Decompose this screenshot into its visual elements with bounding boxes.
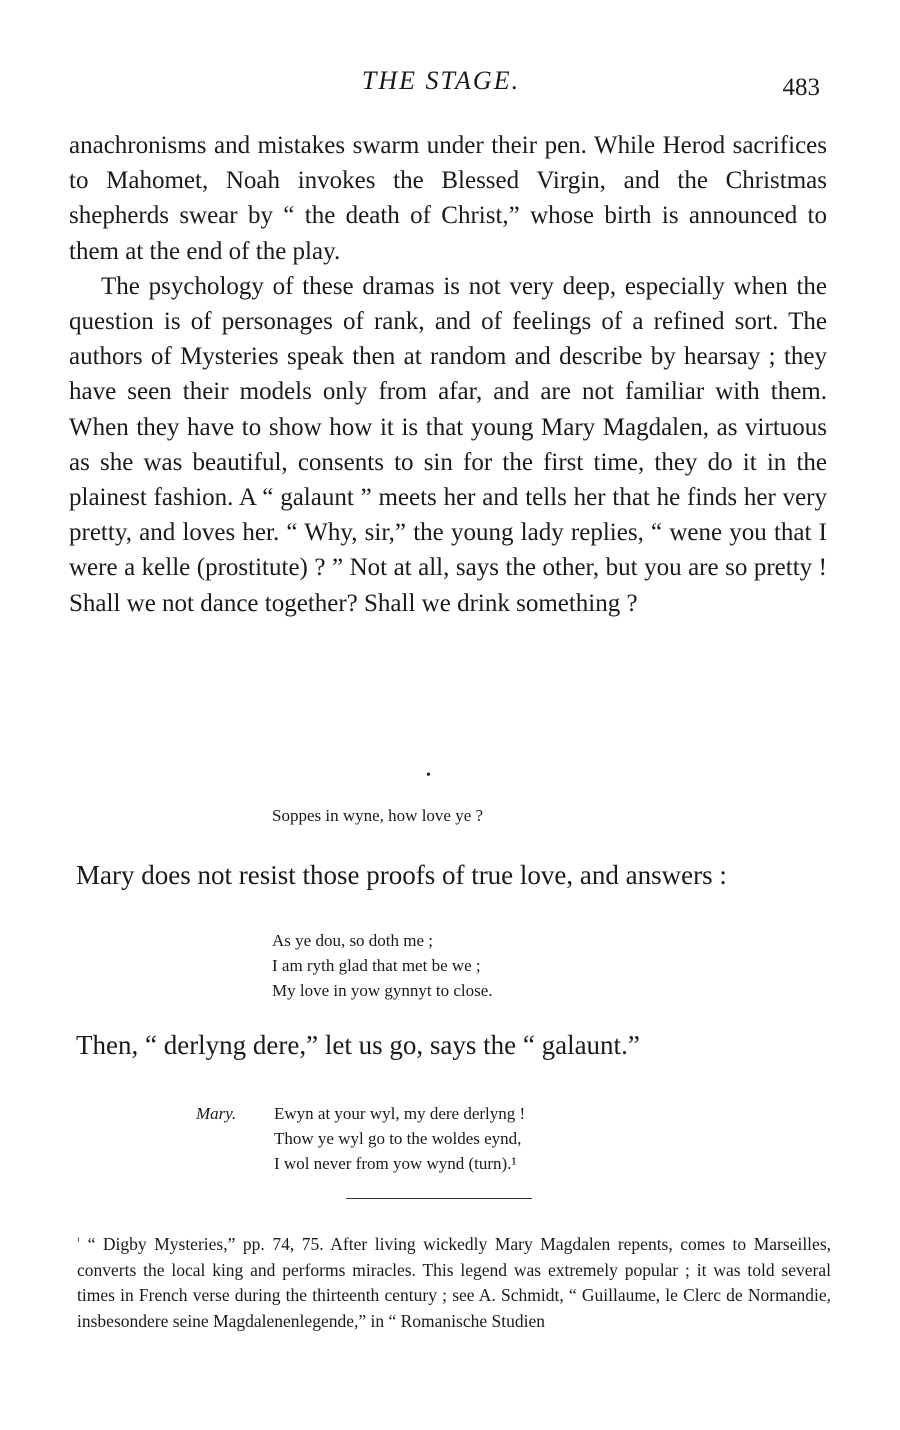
paragraph-psychology: The psychology of these dramas is not very deep, especially when the question is of personages of rank, and of feelings of a refined sort. The authors of Mysteries speak then at random and describe by hearsay ; they have seen their models only from afar, and are not familiar with them. When they have to show how it is that young Mary Magdalen, as virtuous as she was beautiful, consents to sin for the first time, they do it in the plainest fashion. A “ galaunt ” meets her and tells her that he finds her very pretty, and loves her. “ Why, sir,” the young lady replies, “ wene you that I were a kelle (prostitute) ? ” Not at all, says the other, but you are so pretty ! Shall we not dance together? Shall we drink something ?	[69, 272, 827, 617]
footnote	[77, 1229, 831, 1334]
verse-line: I am ryth glad that met be we ;	[272, 956, 481, 975]
verse-quotation-3	[196, 1101, 525, 1176]
prose-line-galaunt: Then, “ derlyng dere,” let us go, says the “ galaunt.”	[76, 1030, 640, 1060]
verse-line: I wol never from yow wynd (turn).¹	[274, 1154, 517, 1173]
verse-quotation-1	[272, 803, 483, 828]
verse-line-text: Ewyn at your wyl, my dere derlyng !	[274, 1104, 526, 1123]
verse-line	[196, 1101, 525, 1126]
paragraph-continued: anachronisms and mistakes swarm under their pen. While Herod sacrifices to Mahomet, Noah invokes the Blessed Virgin, and the Christmas shepherds swear by “ the death of Christ,” whose birth is announced to them at the end of the play.	[69, 132, 827, 265]
running-head	[0, 66, 900, 106]
verse-line: Soppes in wyne, how love ye ?	[272, 806, 484, 825]
stray-mark: •	[426, 768, 431, 783]
prose-line-answer: Mary does not resist those proofs of true love, and answers :	[76, 860, 727, 890]
verse-line: Thow ye wyl go to the woldes eynd,	[274, 1129, 522, 1148]
verse-quotation-2	[272, 928, 493, 1003]
footnote-text: “ Digby Mysteries,” pp. 74, 75. After living wickedly Mary Magdalen repents, comes to Marseilles, converts the local king and performs miracles. This legend was extremely popular ; it was told several times in French verse during the thirteenth century ; see A. Schmidt, “ Guillaume, le Clerc de Normandie, insbesondere seine Magdalenenlegende,” in “ Romanische Studien	[77, 1234, 832, 1331]
footnote-marker: ¹	[77, 1236, 80, 1247]
body-text	[69, 128, 827, 621]
verse-line: My love in yow gynnyt to close.	[272, 981, 493, 1000]
page-number: 483	[782, 74, 820, 101]
running-title: THE STAGE.	[361, 66, 521, 95]
verse-line: As ye dou, so doth me ;	[272, 931, 434, 950]
speaker-name: Mary.	[196, 1104, 237, 1123]
footnote-rule	[346, 1198, 532, 1199]
